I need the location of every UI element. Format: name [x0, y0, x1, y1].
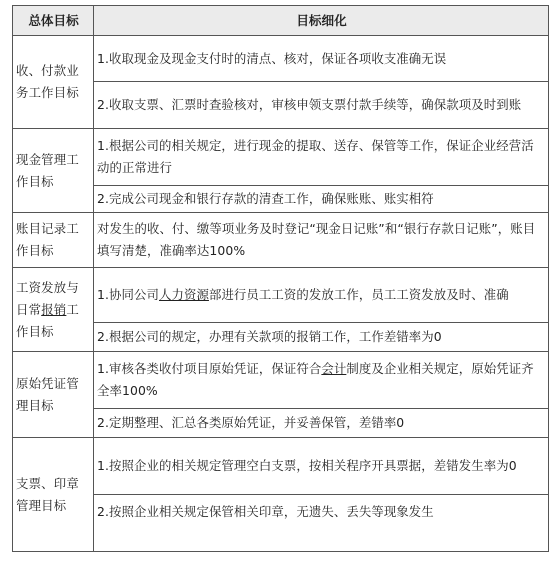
goal-cell: 原始凭证管理目标	[13, 352, 94, 438]
table-header-row	[13, 6, 549, 36]
goal-cell: 账目记录工作目标	[13, 213, 94, 268]
table-row	[13, 268, 549, 323]
header-detail: 目标细化	[94, 6, 549, 36]
detail-text: 制度及企业相关规定，原始凭证齐全率100%	[97, 361, 534, 398]
detail-cell: 2.根据公司的规定，办理有关款项的报销工作，工作差错率为0	[94, 323, 549, 352]
table-row	[13, 36, 549, 82]
accounting-link[interactable]: 会计	[321, 361, 347, 376]
reimbursement-link[interactable]: 报销	[41, 301, 67, 317]
table-row	[13, 323, 549, 352]
goal-cell: 支票、印章管理目标	[13, 438, 94, 552]
detail-text: 部进行员工工资的发放工作，员工工资发放及时、准确	[208, 287, 509, 302]
detail-cell: 2.完成公司现金和银行存款的清查工作，确保账账、账实相符	[94, 186, 549, 213]
detail-cell: 2.收取支票、汇票时查验核对，审核申领支票付款手续等，确保款项及时到账	[94, 82, 549, 129]
table-row	[13, 186, 549, 213]
detail-cell: 1.收取现金及现金支付时的清点、核对，保证各项收支准确无误	[94, 36, 549, 82]
detail-cell: 2.按照企业相关规定保管相关印章，无遗失、丢失等现象发生	[94, 495, 549, 552]
detail-cell	[94, 352, 549, 409]
goal-cell: 收、付款业务工作目标	[13, 36, 94, 129]
goal-text: 工作目标	[16, 301, 79, 339]
goal-cell: 现金管理工作目标	[13, 129, 94, 213]
table-row	[13, 129, 549, 186]
detail-cell: 1.根据公司的相关规定，进行现金的提取、送存、保管等工作，保证企业经营活动的正常进行	[94, 129, 549, 186]
detail-text: 1.协同公司	[97, 287, 159, 302]
hr-link[interactable]: 人力资源	[158, 287, 209, 302]
detail-cell	[94, 268, 549, 323]
table-row	[13, 495, 549, 552]
detail-cell: 对发生的收、付、缴等项业务及时登记“现金日记账”和“银行存款日记账”，账目填写清楚，准确率达100%	[94, 213, 549, 268]
table-row	[13, 352, 549, 409]
detail-cell: 1.按照企业的相关规定管理空白支票，按相关程序开具票据，差错发生率为0	[94, 438, 549, 495]
goal-table	[12, 5, 549, 552]
table-row	[13, 409, 549, 438]
detail-text: 1.审核各类收付项目原始凭证，保证符合	[97, 361, 322, 376]
table-row	[13, 213, 549, 268]
goal-cell	[13, 268, 94, 352]
table-row	[13, 82, 549, 129]
header-goal: 总体目标	[13, 6, 94, 36]
goal-text: 工资发放与日常	[16, 279, 79, 317]
table-row	[13, 438, 549, 495]
detail-cell: 2.定期整理、汇总各类原始凭证，并妥善保管，差错率0	[94, 409, 549, 438]
